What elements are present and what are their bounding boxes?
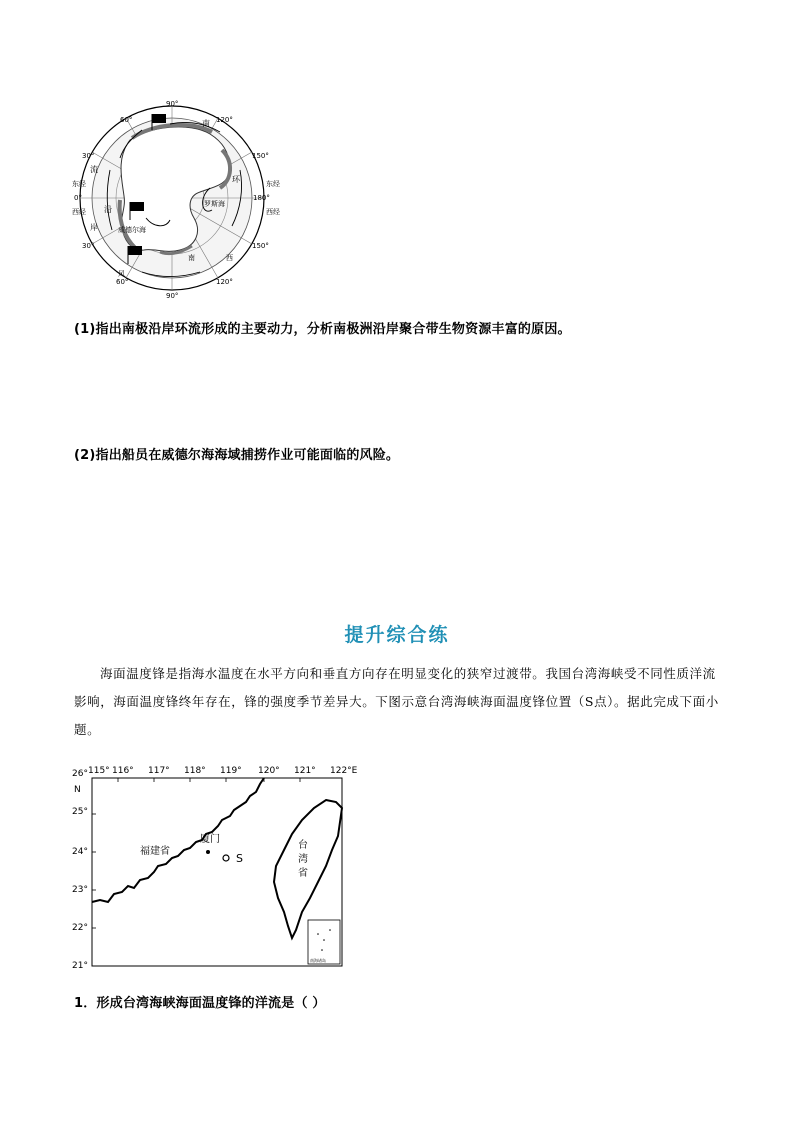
mc-question-1: 1．形成台湾海峡海面温度锋的洋流是（ ） (74, 996, 326, 1011)
svg-text:湾: 湾 (298, 854, 308, 865)
fujian-label: 福建省 (140, 846, 170, 857)
longitude-labels (88, 766, 358, 776)
svg-text:环: 环 (232, 175, 240, 184)
svg-text:116°: 116° (112, 766, 134, 776)
svg-text:西经: 西经 (266, 208, 280, 216)
svg-text:23°: 23° (72, 885, 88, 895)
svg-text:60°: 60° (120, 116, 133, 124)
svg-text:台: 台 (298, 840, 308, 851)
svg-text:120°: 120° (258, 766, 280, 776)
svg-text:150°: 150° (252, 242, 269, 250)
svg-text:省: 省 (298, 868, 308, 879)
question-2: (2)指出船员在威德尔海海域捕捞作业可能面临的风险。 (74, 448, 400, 463)
taiwan-strait-map (70, 762, 360, 974)
svg-text:风: 风 (118, 270, 125, 278)
svg-text:26°: 26° (72, 769, 88, 779)
svg-text:60°: 60° (116, 278, 129, 286)
svg-text:25°: 25° (72, 807, 88, 817)
svg-text:21°: 21° (72, 961, 88, 971)
svg-text:121°: 121° (294, 766, 316, 776)
intro-paragraph: 海面温度锋是指海水温度在水平方向和垂直方向存在明显变化的狭窄过渡带。我国台湾海峡受不同性质洋流影响，海面温度锋终年存在，锋的强度季节差异大。下图示意台湾海峡海面温度锋位置（S点）。据此完成下面小题。 (74, 666, 719, 737)
svg-text:22°: 22° (72, 923, 88, 933)
svg-text:0°: 0° (74, 194, 82, 202)
svg-text:南海诸岛: 南海诸岛 (310, 958, 326, 963)
svg-text:120°: 120° (216, 116, 233, 124)
svg-text:117°: 117° (148, 766, 170, 776)
xiamen-label: 厦门 (200, 834, 220, 845)
svg-text:180°: 180° (253, 194, 270, 202)
svg-text:150°: 150° (252, 152, 269, 160)
svg-text:东经: 东经 (266, 180, 280, 188)
svg-text:N: N (74, 785, 81, 795)
svg-text:118°: 118° (184, 766, 206, 776)
antarctic-polar-map (70, 100, 285, 300)
svg-text:沿: 沿 (104, 205, 112, 214)
svg-text:122°E: 122°E (330, 766, 358, 776)
svg-text:流: 流 (90, 165, 98, 174)
svg-text:119°: 119° (220, 766, 242, 776)
point-s (223, 855, 229, 861)
svg-text:120°: 120° (216, 278, 233, 286)
point-s-label: S (236, 852, 243, 865)
svg-text:30°: 30° (82, 152, 95, 160)
svg-text:30°: 30° (82, 242, 95, 250)
latitude-labels (72, 769, 88, 971)
svg-text:90°: 90° (166, 100, 179, 108)
xiamen-dot (206, 850, 210, 854)
svg-text:西经: 西经 (72, 208, 86, 216)
svg-text:西: 西 (226, 254, 233, 262)
svg-text:罗斯海: 罗斯海 (204, 200, 225, 208)
svg-text:115°: 115° (88, 766, 110, 776)
svg-text:南: 南 (202, 119, 210, 128)
svg-text:90°: 90° (166, 292, 179, 300)
svg-text:岸: 岸 (90, 223, 98, 232)
svg-text:24°: 24° (72, 847, 88, 857)
question-1: (1)指出南极沿岸环流形成的主要动力，分析南极洲沿岸聚合带生物资源丰富的原因。 (74, 322, 571, 337)
svg-text:威德尔海: 威德尔海 (118, 226, 146, 234)
section-title: 提升综合练 (344, 624, 450, 646)
svg-text:东经: 东经 (72, 180, 86, 188)
svg-text:南: 南 (188, 254, 195, 262)
